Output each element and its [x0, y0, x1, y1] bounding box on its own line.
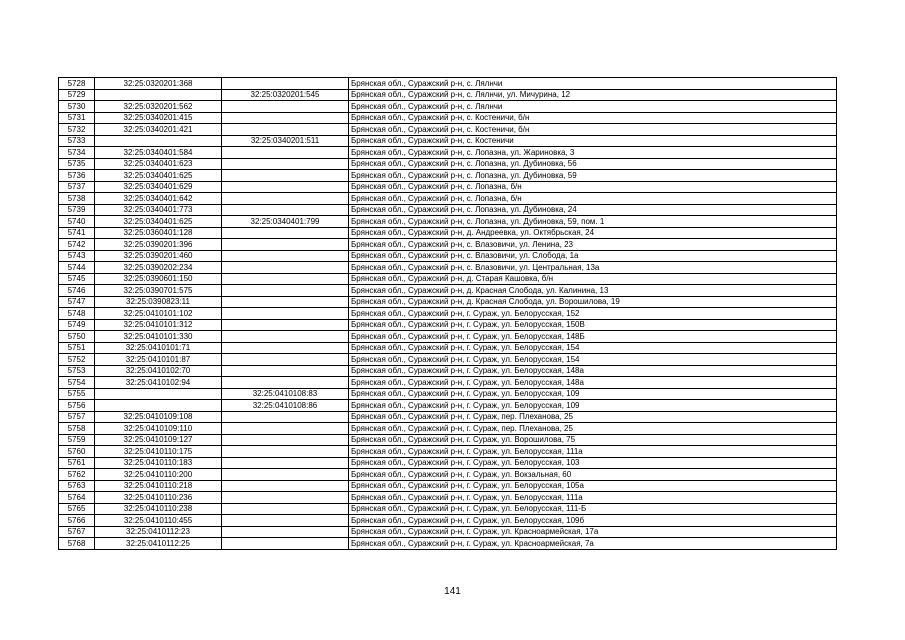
table-row — [59, 216, 837, 228]
address-cell: Брянская обл., Суражский р-н, с. Влазовичи, ул. Слобода, 1а — [349, 250, 837, 262]
row-number-cell: 5729 — [59, 89, 95, 101]
table-row — [59, 526, 837, 538]
row-number-cell: 5754 — [59, 377, 95, 389]
linked-cadastral-number-cell — [222, 227, 349, 239]
cadastral-number-cell: 32:25:0410101:312 — [95, 319, 222, 331]
cadastral-number-cell: 32:25:0390823:11 — [95, 296, 222, 308]
cadastral-number-cell: 32:25:0320201:368 — [95, 78, 222, 90]
linked-cadastral-number-cell — [222, 377, 349, 389]
linked-cadastral-number-cell — [222, 480, 349, 492]
table-row — [59, 112, 837, 124]
table-row — [59, 285, 837, 297]
table-row — [59, 331, 837, 343]
table-row — [59, 480, 837, 492]
linked-cadastral-number-cell — [222, 319, 349, 331]
row-number-cell: 5731 — [59, 112, 95, 124]
address-cell: Брянская обл., Суражский р-н, г. Сураж, ул. Вокзальная, 60 — [349, 469, 837, 481]
address-cell: Брянская обл., Суражский р-н, с. Костеничи, б/н — [349, 124, 837, 136]
table-row — [59, 538, 837, 550]
address-cell: Брянская обл., Суражский р-н, г. Сураж, ул. Белорусская, 154 — [349, 342, 837, 354]
table-row — [59, 193, 837, 205]
table-row — [59, 158, 837, 170]
row-number-cell: 5756 — [59, 400, 95, 412]
cadastral-number-cell: 32:25:0410110:455 — [95, 515, 222, 527]
row-number-cell: 5764 — [59, 492, 95, 504]
row-number-cell: 5728 — [59, 78, 95, 90]
cadastral-number-cell: 32:25:0410101:330 — [95, 331, 222, 343]
table-row — [59, 308, 837, 320]
row-number-cell: 5736 — [59, 170, 95, 182]
linked-cadastral-number-cell — [222, 365, 349, 377]
row-number-cell: 5766 — [59, 515, 95, 527]
address-cell: Брянская обл., Суражский р-н, г. Сураж, ул. Белорусская, 148а — [349, 377, 837, 389]
table-row — [59, 273, 837, 285]
cadastral-number-cell: 32:25:0390202:234 — [95, 262, 222, 274]
address-cell: Брянская обл., Суражский р-н, с. Лопазна, б/н — [349, 193, 837, 205]
row-number-cell: 5743 — [59, 250, 95, 262]
row-number-cell: 5767 — [59, 526, 95, 538]
linked-cadastral-number-cell — [222, 193, 349, 205]
address-cell: Брянская обл., Суражский р-н, г. Сураж, ул. Белорусская, 109б — [349, 515, 837, 527]
row-number-cell: 5760 — [59, 446, 95, 458]
table-row — [59, 319, 837, 331]
address-cell: Брянская обл., Суражский р-н, г. Сураж, ул. Белорусская, 109 — [349, 400, 837, 412]
cadastral-number-cell: 32:25:0340201:421 — [95, 124, 222, 136]
cadastral-number-cell: 32:25:0410101:87 — [95, 354, 222, 366]
table-row — [59, 492, 837, 504]
row-number-cell: 5759 — [59, 434, 95, 446]
row-number-cell: 5753 — [59, 365, 95, 377]
row-number-cell: 5742 — [59, 239, 95, 251]
linked-cadastral-number-cell — [222, 503, 349, 515]
row-number-cell: 5758 — [59, 423, 95, 435]
address-cell: Брянская обл., Суражский р-н, с. Влазовичи, ул. Ленина, 23 — [349, 239, 837, 251]
table-row — [59, 250, 837, 262]
table-row — [59, 170, 837, 182]
table-row — [59, 434, 837, 446]
table-row — [59, 239, 837, 251]
cadastral-number-cell: 32:25:0340401:629 — [95, 181, 222, 193]
table-row — [59, 515, 837, 527]
row-number-cell: 5746 — [59, 285, 95, 297]
row-number-cell: 5763 — [59, 480, 95, 492]
table-row — [59, 204, 837, 216]
cadastral-number-cell: 32:25:0410109:108 — [95, 411, 222, 423]
address-cell: Брянская обл., Суражский р-н, с. Костеничи, б/н — [349, 112, 837, 124]
cadastral-number-cell: 32:25:0410110:200 — [95, 469, 222, 481]
table-row — [59, 89, 837, 101]
cadastral-number-cell: 32:25:0340401:642 — [95, 193, 222, 205]
row-number-cell: 5734 — [59, 147, 95, 159]
row-number-cell: 5749 — [59, 319, 95, 331]
row-number-cell: 5762 — [59, 469, 95, 481]
row-number-cell: 5745 — [59, 273, 95, 285]
table-row — [59, 135, 837, 147]
cadastral-number-cell: 32:25:0340401:584 — [95, 147, 222, 159]
row-number-cell: 5740 — [59, 216, 95, 228]
linked-cadastral-number-cell: 32:25:0340401:799 — [222, 216, 349, 228]
linked-cadastral-number-cell — [222, 262, 349, 274]
cadastral-number-cell: 32:25:0390201:396 — [95, 239, 222, 251]
address-cell: Брянская обл., Суражский р-н, с. Лопазна, ул. Дубиновка, 24 — [349, 204, 837, 216]
cadastral-number-cell — [95, 400, 222, 412]
cadastral-number-cell: 32:25:0410102:70 — [95, 365, 222, 377]
table-row — [59, 503, 837, 515]
cadastral-number-cell — [95, 135, 222, 147]
row-number-cell: 5757 — [59, 411, 95, 423]
linked-cadastral-number-cell — [222, 170, 349, 182]
address-cell: Брянская обл., Суражский р-н, г. Сураж, ул. Белорусская, 148а — [349, 365, 837, 377]
linked-cadastral-number-cell — [222, 296, 349, 308]
linked-cadastral-number-cell — [222, 308, 349, 320]
cadastral-number-cell: 32:25:0410110:218 — [95, 480, 222, 492]
table-row — [59, 400, 837, 412]
linked-cadastral-number-cell — [222, 446, 349, 458]
cadastral-number-cell: 32:25:0410109:127 — [95, 434, 222, 446]
address-cell: Брянская обл., Суражский р-н, с. Лопазна, б/н — [349, 181, 837, 193]
linked-cadastral-number-cell — [222, 457, 349, 469]
linked-cadastral-number-cell — [222, 285, 349, 297]
table-row — [59, 469, 837, 481]
cadastral-number-cell: 32:25:0340201:415 — [95, 112, 222, 124]
address-cell: Брянская обл., Суражский р-н, г. Сураж, ул. Белорусская, 152 — [349, 308, 837, 320]
address-cell: Брянская обл., Суражский р-н, г. Сураж, пер. Плеханова, 25 — [349, 411, 837, 423]
cadastral-number-cell: 32:25:0410110:236 — [95, 492, 222, 504]
linked-cadastral-number-cell: 32:25:0320201:545 — [222, 89, 349, 101]
table-row — [59, 147, 837, 159]
address-cell: Брянская обл., Суражский р-н, г. Сураж, ул. Белорусская, 111а — [349, 492, 837, 504]
row-number-cell: 5768 — [59, 538, 95, 550]
address-cell: Брянская обл., Суражский р-н, с. Лопазна, ул. Дубиновка, 56 — [349, 158, 837, 170]
row-number-cell: 5765 — [59, 503, 95, 515]
address-cell: Брянская обл., Суражский р-н, г. Сураж, ул. Красноармейская, 17а — [349, 526, 837, 538]
row-number-cell: 5735 — [59, 158, 95, 170]
row-number-cell: 5752 — [59, 354, 95, 366]
row-number-cell: 5755 — [59, 388, 95, 400]
row-number-cell: 5761 — [59, 457, 95, 469]
table-row — [59, 262, 837, 274]
table-row — [59, 423, 837, 435]
row-number-cell: 5738 — [59, 193, 95, 205]
address-cell: Брянская обл., Суражский р-н, с. Костеничи — [349, 135, 837, 147]
cadastral-number-cell: 32:25:0410102:94 — [95, 377, 222, 389]
linked-cadastral-number-cell: 32:25:0410108:83 — [222, 388, 349, 400]
table-row — [59, 365, 837, 377]
linked-cadastral-number-cell — [222, 112, 349, 124]
row-number-cell: 5751 — [59, 342, 95, 354]
table-row — [59, 124, 837, 136]
linked-cadastral-number-cell — [222, 469, 349, 481]
linked-cadastral-number-cell — [222, 273, 349, 285]
address-cell: Брянская обл., Суражский р-н, с. Лялнчи — [349, 78, 837, 90]
cadastral-number-cell: 32:25:0410110:175 — [95, 446, 222, 458]
address-cell: Брянская обл., Суражский р-н, г. Сураж, ул. Белорусская, 150В — [349, 319, 837, 331]
linked-cadastral-number-cell — [222, 147, 349, 159]
row-number-cell: 5748 — [59, 308, 95, 320]
cadastral-number-cell: 32:25:0410110:238 — [95, 503, 222, 515]
cadastral-number-cell: 32:25:0390201:460 — [95, 250, 222, 262]
cadastral-number-cell: 32:25:0410110:183 — [95, 457, 222, 469]
address-cell: Брянская обл., Суражский р-н, г. Сураж, ул. Красноармейская, 7а — [349, 538, 837, 550]
row-number-cell: 5739 — [59, 204, 95, 216]
table-row — [59, 181, 837, 193]
linked-cadastral-number-cell — [222, 101, 349, 113]
table-row — [59, 388, 837, 400]
address-cell: Брянская обл., Суражский р-н, с. Лялнчи, ул. Мичурина, 12 — [349, 89, 837, 101]
address-cell: Брянская обл., Суражский р-н, г. Сураж, ул. Белорусская, 105а — [349, 480, 837, 492]
linked-cadastral-number-cell — [222, 538, 349, 550]
address-cell: Брянская обл., Суражский р-н, с. Влазовичи, ул. Центральная, 13а — [349, 262, 837, 274]
linked-cadastral-number-cell — [222, 124, 349, 136]
table-row — [59, 342, 837, 354]
table-row — [59, 457, 837, 469]
row-number-cell: 5733 — [59, 135, 95, 147]
cadastral-number-cell: 32:25:0340401:623 — [95, 158, 222, 170]
cadastral-number-cell: 32:25:0410112:23 — [95, 526, 222, 538]
table-row — [59, 354, 837, 366]
linked-cadastral-number-cell — [222, 526, 349, 538]
linked-cadastral-number-cell — [222, 434, 349, 446]
linked-cadastral-number-cell — [222, 204, 349, 216]
cadastral-number-cell: 32:25:0410101:102 — [95, 308, 222, 320]
address-cell: Брянская обл., Суражский р-н, г. Сураж, ул. Белорусская, 111а — [349, 446, 837, 458]
cadastral-table — [58, 77, 837, 550]
address-cell: Брянская обл., Суражский р-н, д. Андреевка, ул. Октябрьская, 24 — [349, 227, 837, 239]
address-cell: Брянская обл., Суражский р-н, с. Лопазна, ул. Дубиновка, 59 — [349, 170, 837, 182]
address-cell: Брянская обл., Суражский р-н, д. Красная Слобода, ул. Ворошилова, 19 — [349, 296, 837, 308]
cadastral-number-cell: 32:25:0320201:562 — [95, 101, 222, 113]
address-cell: Брянская обл., Суражский р-н, г. Сураж, ул. Белорусская, 148Б — [349, 331, 837, 343]
cadastral-number-cell: 32:25:0340401:625 — [95, 216, 222, 228]
address-cell: Брянская обл., Суражский р-н, с. Лопазна, ул. Дубиновка, 59, пом. 1 — [349, 216, 837, 228]
address-cell: Брянская обл., Суражский р-н, г. Сураж, ул. Белорусская, 111-Б — [349, 503, 837, 515]
linked-cadastral-number-cell — [222, 331, 349, 343]
cadastral-number-cell: 32:25:0390601:150 — [95, 273, 222, 285]
cadastral-number-cell: 32:25:0340401:773 — [95, 204, 222, 216]
table-row — [59, 101, 837, 113]
linked-cadastral-number-cell — [222, 423, 349, 435]
address-cell: Брянская обл., Суражский р-н, г. Сураж, ул. Белорусская, 154 — [349, 354, 837, 366]
cadastral-number-cell — [95, 388, 222, 400]
linked-cadastral-number-cell: 32:25:0410108:86 — [222, 400, 349, 412]
cadastral-number-cell: 32:25:0410109:110 — [95, 423, 222, 435]
linked-cadastral-number-cell — [222, 342, 349, 354]
cadastral-table-body — [59, 78, 837, 550]
address-cell: Брянская обл., Суражский р-н, г. Сураж, ул. Белорусская, 103 — [349, 457, 837, 469]
address-cell: Брянская обл., Суражский р-н, г. Сураж, ул. Ворошилова, 75 — [349, 434, 837, 446]
cadastral-number-cell: 32:25:0360401:128 — [95, 227, 222, 239]
row-number-cell: 5741 — [59, 227, 95, 239]
row-number-cell: 5730 — [59, 101, 95, 113]
address-cell: Брянская обл., Суражский р-н, с. Лопазна, ул. Жариновка, 3 — [349, 147, 837, 159]
linked-cadastral-number-cell — [222, 354, 349, 366]
linked-cadastral-number-cell — [222, 411, 349, 423]
linked-cadastral-number-cell: 32:25:0340201:511 — [222, 135, 349, 147]
table-row — [59, 227, 837, 239]
address-cell: Брянская обл., Суражский р-н, д. Старая Кашовка, б/н — [349, 273, 837, 285]
cadastral-number-cell: 32:25:0390701:575 — [95, 285, 222, 297]
table-row — [59, 446, 837, 458]
table-row — [59, 296, 837, 308]
linked-cadastral-number-cell — [222, 239, 349, 251]
page-number: 141 — [444, 586, 461, 597]
address-cell: Брянская обл., Суражский р-н, г. Сураж, пер. Плеханова, 25 — [349, 423, 837, 435]
address-cell: Брянская обл., Суражский р-н, г. Сураж, ул. Белорусская, 109 — [349, 388, 837, 400]
cadastral-number-cell: 32:25:0410112:25 — [95, 538, 222, 550]
row-number-cell: 5750 — [59, 331, 95, 343]
linked-cadastral-number-cell — [222, 250, 349, 262]
linked-cadastral-number-cell — [222, 181, 349, 193]
linked-cadastral-number-cell — [222, 492, 349, 504]
table-row — [59, 78, 837, 90]
address-cell: Брянская обл., Суражский р-н, д. Красная Слобода, ул. Калинина, 13 — [349, 285, 837, 297]
address-cell: Брянская обл., Суражский р-н, с. Лялнчи — [349, 101, 837, 113]
linked-cadastral-number-cell — [222, 515, 349, 527]
table-row — [59, 411, 837, 423]
linked-cadastral-number-cell — [222, 78, 349, 90]
linked-cadastral-number-cell — [222, 158, 349, 170]
cadastral-number-cell: 32:25:0340401:625 — [95, 170, 222, 182]
table-row — [59, 377, 837, 389]
cadastral-number-cell: 32:25:0410101:71 — [95, 342, 222, 354]
row-number-cell: 5732 — [59, 124, 95, 136]
row-number-cell: 5747 — [59, 296, 95, 308]
row-number-cell: 5737 — [59, 181, 95, 193]
cadastral-number-cell — [95, 89, 222, 101]
row-number-cell: 5744 — [59, 262, 95, 274]
